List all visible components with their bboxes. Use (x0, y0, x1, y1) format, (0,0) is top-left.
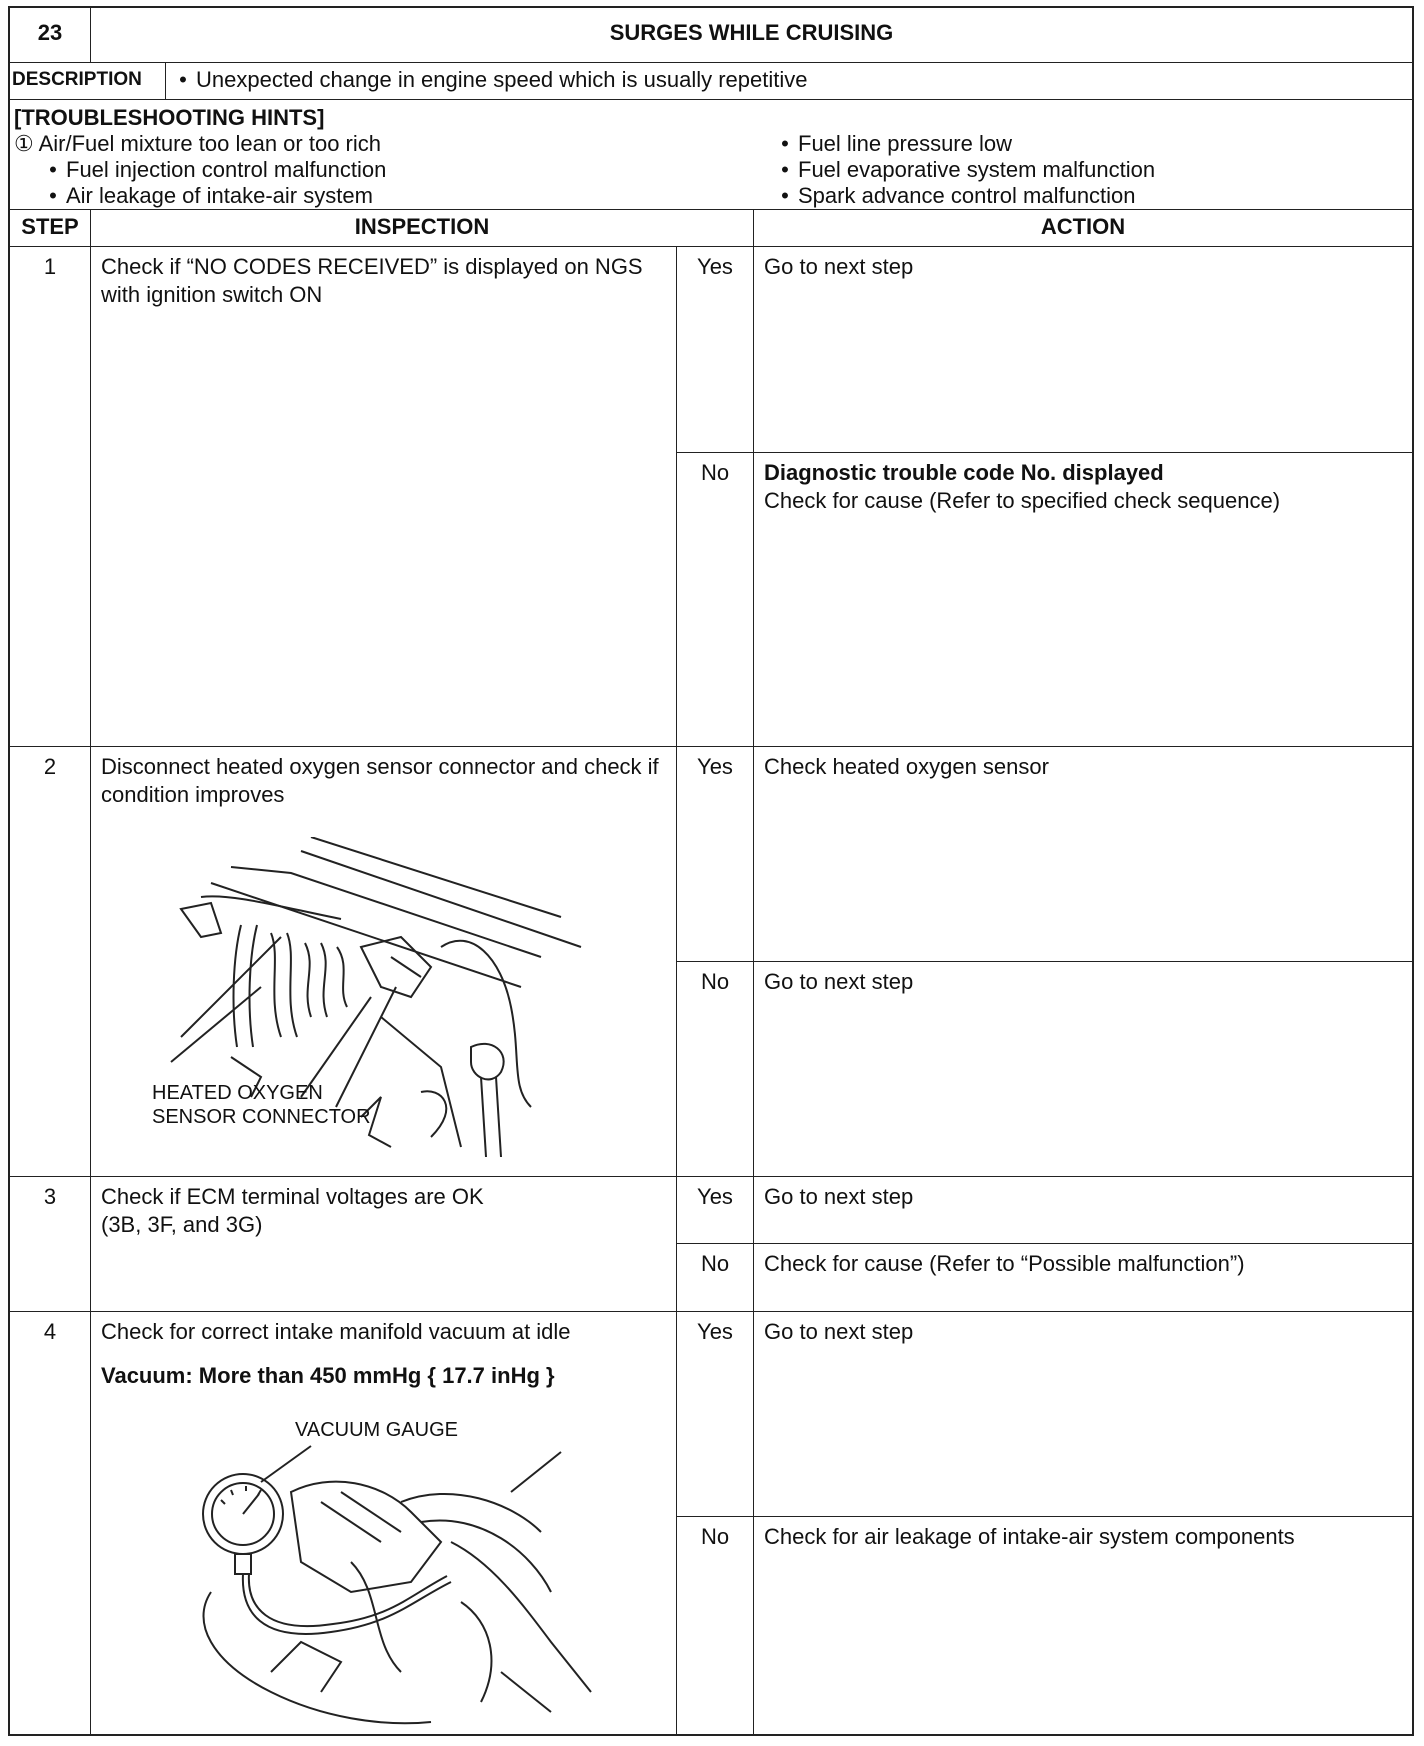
no-action (753, 452, 1412, 746)
yes-action: Go to next step (753, 1176, 1412, 1243)
hint-item: • Fuel evaporative system malfunction (772, 156, 1155, 183)
hint-numbered: ① Air/Fuel mixture too lean or too rich (14, 131, 381, 156)
troubleshooting-table (8, 6, 1414, 1736)
description-text: • Unexpected change in engine speed which is usually repetitive (165, 62, 1412, 99)
step-inspection-terminals: (3B, 3F, and 3G) (101, 1212, 263, 1237)
no-label: No (676, 1243, 753, 1311)
description-label: DESCRIPTION (10, 62, 165, 99)
step-number: 3 (10, 1176, 90, 1311)
no-action-heading: Diagnostic trouble code No. displayed (764, 460, 1164, 485)
column-header-inspection: INSPECTION (90, 209, 753, 246)
no-action: Check for air leakage of intake-air system components (753, 1516, 1412, 1734)
vacuum-spec: Vacuum: More than 450 mmHg { 17.7 inHg } (101, 1363, 555, 1388)
step-inspection (90, 1176, 676, 1311)
step-inspection-text: Check if ECM terminal voltages are OK (101, 1184, 484, 1209)
vacuum-gauge-illustration (151, 1442, 621, 1732)
troubleshooting-hints (10, 99, 1412, 209)
no-label: No (676, 1516, 753, 1734)
yes-action: Go to next step (753, 1311, 1412, 1516)
yes-label: Yes (676, 1311, 753, 1516)
hint-item: • Spark advance control malfunction (772, 182, 1136, 209)
no-action: Check for cause (Refer to “Possible malfunction”) (753, 1243, 1412, 1311)
step-number: 2 (10, 746, 90, 1176)
figure-label: HEATED OXYGEN SENSOR CONNECTOR (152, 1082, 371, 1128)
step-inspection-text: Check for correct intake manifold vacuum at idle (101, 1319, 571, 1344)
step-number: 4 (10, 1311, 90, 1734)
step-number: 1 (10, 246, 90, 746)
no-label: No (676, 961, 753, 1176)
no-label: No (676, 452, 753, 746)
step-inspection (90, 746, 676, 1176)
no-action-detail: Check for cause (Refer to specified check sequence) (764, 488, 1281, 513)
hints-title: [TROUBLESHOOTING HINTS] (14, 105, 325, 130)
procedure-number: 23 (37, 20, 63, 45)
yes-label: Yes (676, 1176, 753, 1243)
step-inspection (90, 1311, 676, 1734)
column-header-step: STEP (10, 209, 90, 246)
step-inspection: Check if “NO CODES RECEIVED” is displayed on NGS with ignition switch ON (90, 246, 676, 746)
hint-item: • Fuel injection control malfunction (40, 156, 386, 183)
figure-label: VACUUM GAUGE (295, 1419, 458, 1441)
no-action: Go to next step (753, 961, 1412, 1176)
yes-label: Yes (676, 746, 753, 961)
yes-action: Check heated oxygen sensor (753, 746, 1412, 961)
procedure-title: SURGES WHILE CRUISING (90, 8, 1412, 62)
column-header-action: ACTION (753, 209, 1412, 246)
yes-label: Yes (676, 246, 753, 452)
hint-item: • Fuel line pressure low (772, 130, 1012, 157)
step-inspection-text: Disconnect heated oxygen sensor connector and check if condition improves (101, 754, 659, 807)
hint-item: • Air leakage of intake-air system (40, 182, 373, 209)
yes-action: Go to next step (753, 246, 1412, 452)
